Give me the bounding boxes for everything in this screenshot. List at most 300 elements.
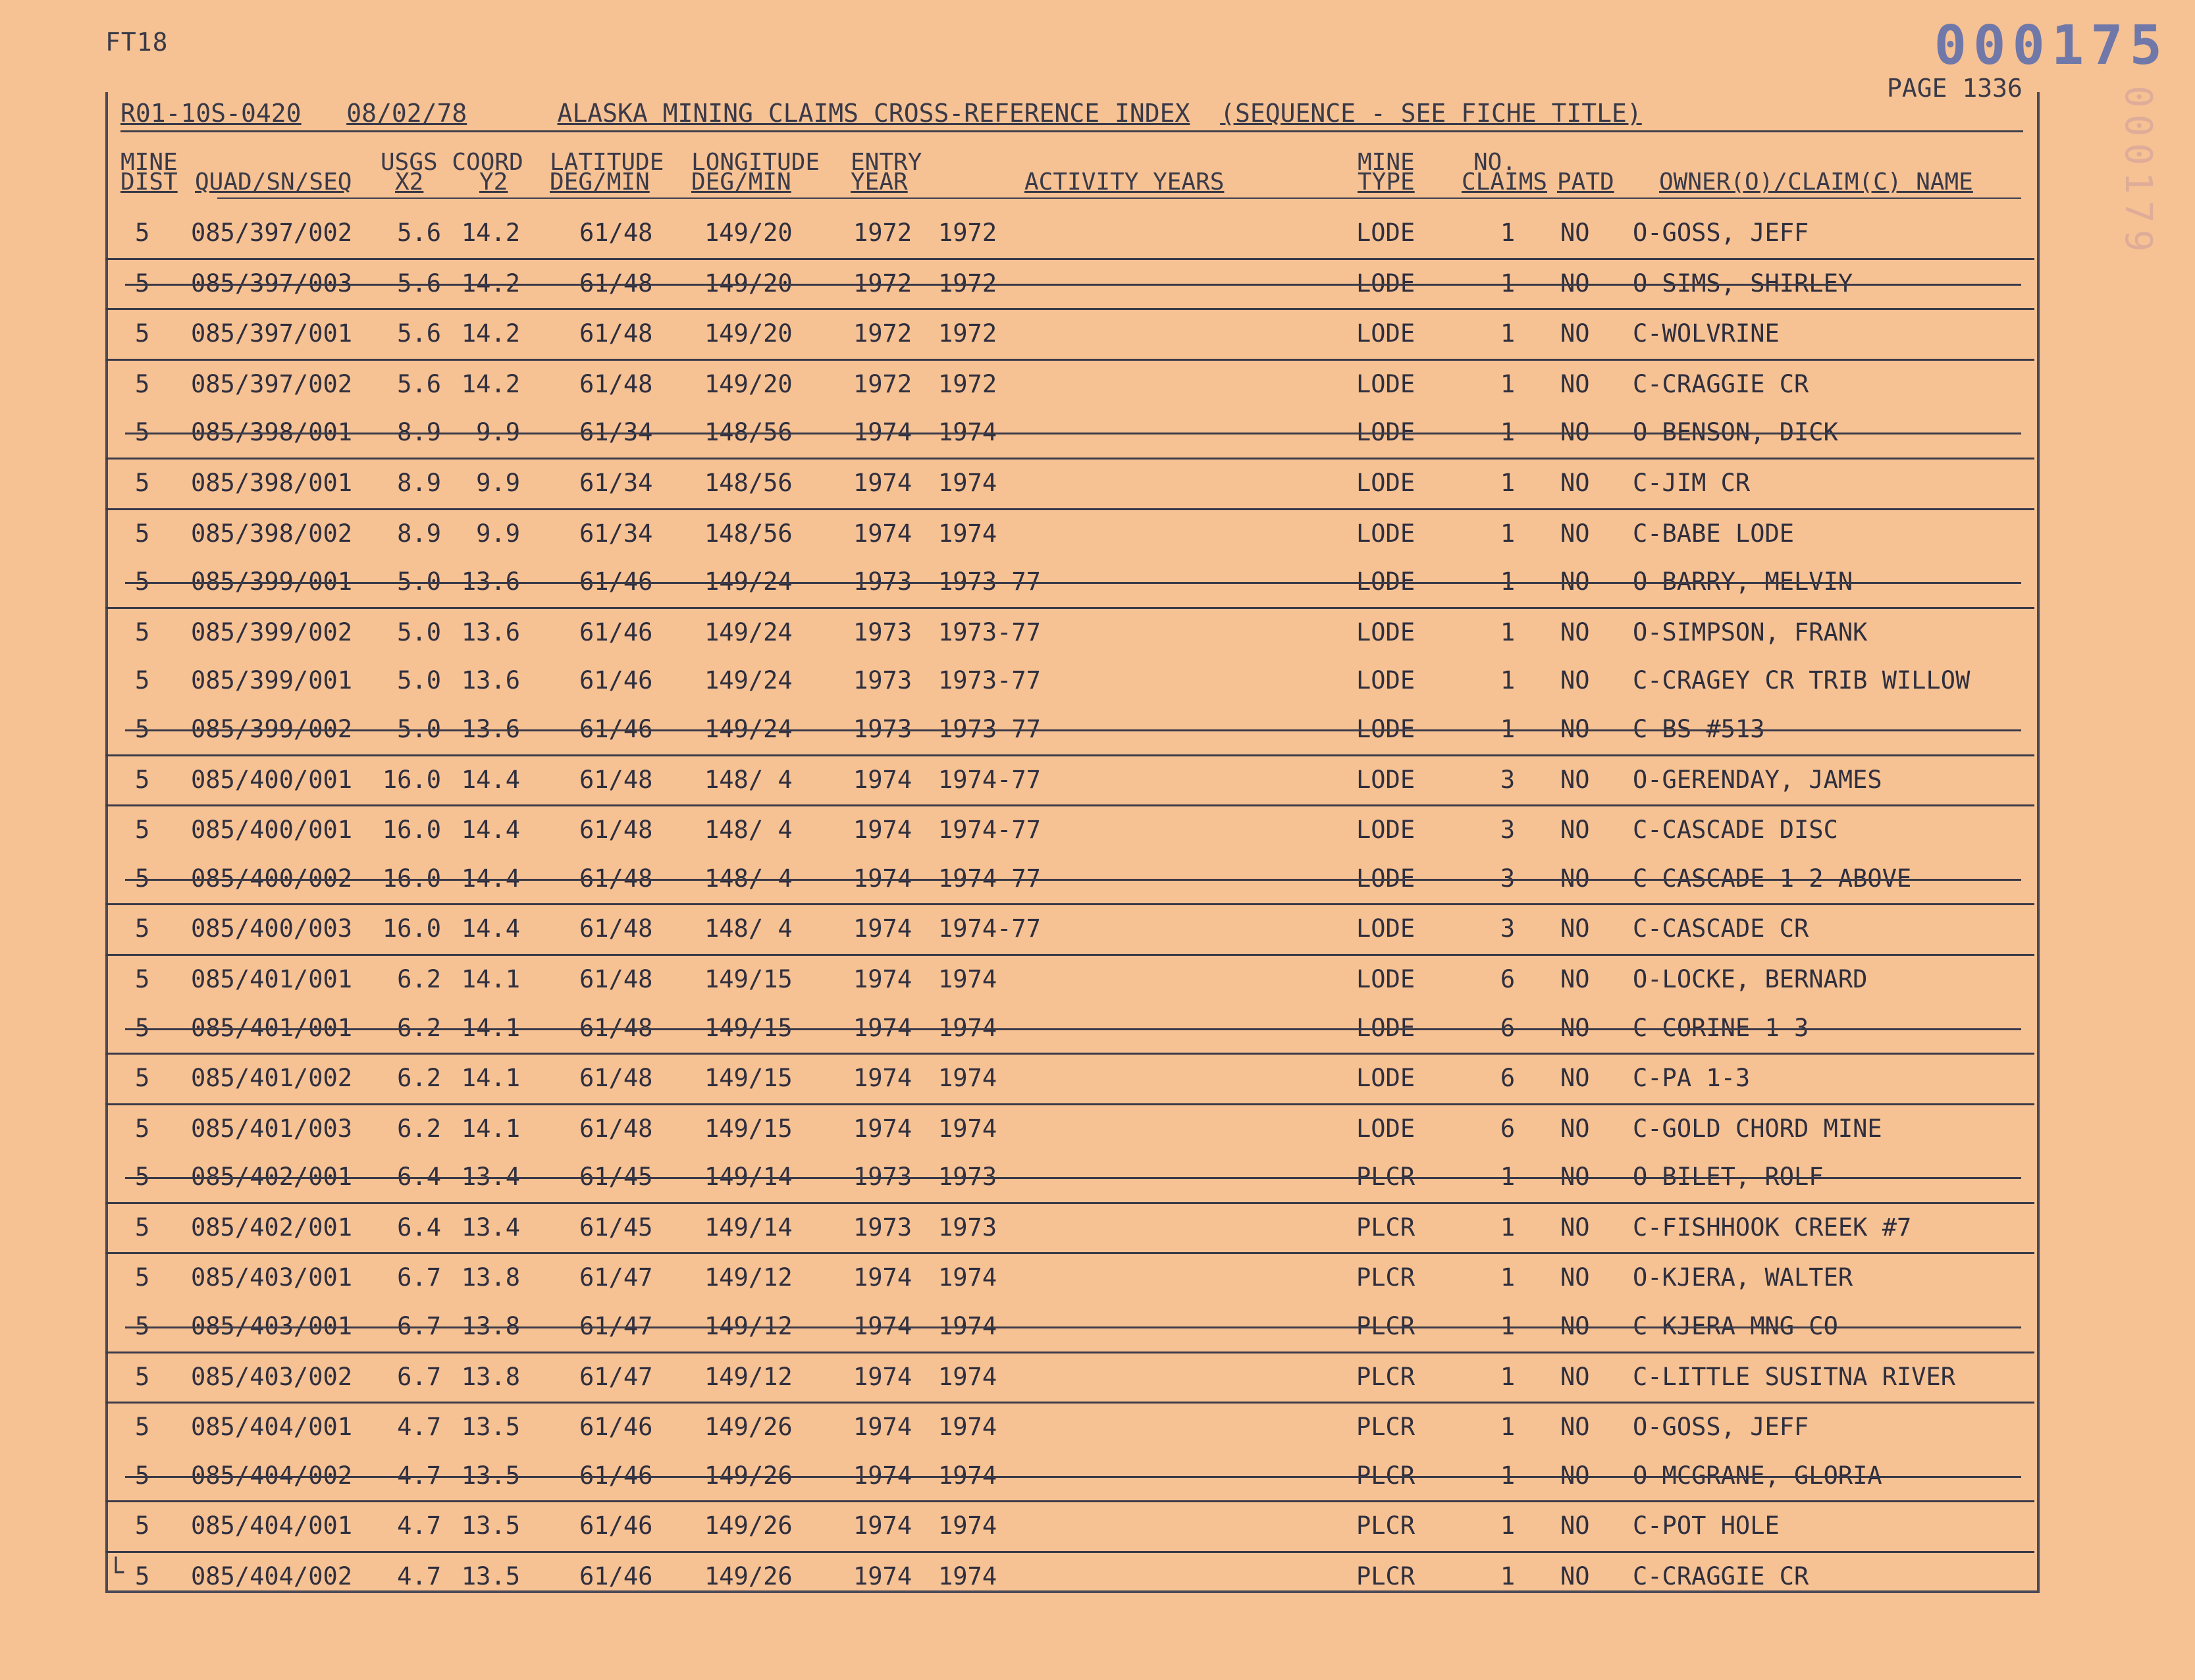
cell-entry-year: 1974	[853, 864, 912, 893]
cell-owner-claim-name: O-SIMS, SHIRLEY	[1633, 269, 1853, 298]
cell-mine-type: PLCR	[1356, 1312, 1415, 1341]
cell-activity-years: 1973	[938, 1213, 997, 1242]
cell-latitude: 61/34	[579, 519, 653, 548]
cell-coord-x2: 8.9	[397, 418, 441, 447]
col-header-y2: Y2	[479, 169, 508, 196]
table-row	[105, 1005, 2034, 1055]
cell-coord-x2: 6.7	[397, 1263, 441, 1292]
cell-no-claims: 1	[1500, 1263, 1516, 1292]
cell-activity-years: 1974	[938, 1562, 997, 1591]
cell-mine-type: LODE	[1356, 816, 1415, 845]
cell-entry-year: 1974	[853, 1263, 912, 1292]
cell-mine-dist: 5	[135, 468, 150, 497]
cell-coord-y2: 9.9	[476, 418, 520, 447]
cell-mine-dist: 5	[135, 567, 150, 596]
cell-longitude: 149/20	[704, 369, 793, 398]
cell-patented: NO	[1560, 914, 1590, 943]
cell-latitude: 61/48	[579, 219, 653, 247]
col-header-claims: NO. CLAIMS	[1462, 149, 1548, 196]
cell-longitude: 149/12	[704, 1362, 793, 1391]
cell-activity-years: 1974-77	[938, 765, 1041, 794]
cell-latitude: 61/34	[579, 468, 653, 497]
cell-coord-x2: 4.7	[397, 1413, 441, 1442]
cell-mine-dist: 5	[135, 1263, 150, 1292]
cell-coord-y2: 13.5	[461, 1562, 520, 1591]
col-header-dist	[120, 149, 178, 196]
cell-entry-year: 1972	[853, 369, 912, 398]
cell-no-claims: 1	[1500, 369, 1516, 398]
cell-quad-sn-seq: 085/399/002	[191, 617, 353, 646]
cell-entry-year: 1974	[853, 418, 912, 447]
cell-mine-type: LODE	[1356, 1064, 1415, 1093]
cell-coord-y2: 13.6	[461, 666, 520, 695]
cell-longitude: 149/24	[704, 666, 793, 695]
table-row	[105, 1204, 2034, 1255]
table-row	[105, 459, 2034, 510]
cell-longitude: 148/ 4	[704, 816, 793, 845]
cell-patented: NO	[1560, 1312, 1590, 1341]
cell-latitude: 61/48	[579, 765, 653, 794]
cell-mine-type: LODE	[1356, 765, 1415, 794]
cell-activity-years: 1974	[938, 964, 997, 993]
cell-latitude: 61/47	[579, 1263, 653, 1292]
table-row	[105, 310, 2034, 361]
cell-mine-type: LODE	[1356, 714, 1415, 743]
cell-patented: NO	[1560, 1413, 1590, 1442]
cell-owner-claim-name: C-CRAGGIE CR	[1633, 1562, 1809, 1591]
cell-coord-x2: 16.0	[382, 864, 441, 893]
cell-activity-years: 1972	[938, 369, 997, 398]
cell-patented: NO	[1560, 864, 1590, 893]
cell-quad-sn-seq: 085/398/002	[191, 519, 353, 548]
cell-entry-year: 1972	[853, 319, 912, 348]
cell-entry-year: 1974	[853, 1114, 912, 1143]
cell-patented: NO	[1560, 816, 1590, 845]
cell-latitude: 61/46	[579, 1413, 653, 1442]
cell-no-claims: 1	[1500, 1413, 1516, 1442]
cell-quad-sn-seq: 085/399/001	[191, 567, 353, 596]
cell-patented: NO	[1560, 964, 1590, 993]
cell-mine-type: LODE	[1356, 269, 1415, 298]
cell-activity-years: 1974-77	[938, 864, 1041, 893]
col-header-usgs: USGS COORD	[381, 149, 523, 176]
cell-coord-y2: 9.9	[476, 468, 520, 497]
cell-coord-y2: 13.4	[461, 1213, 520, 1242]
cell-mine-type: LODE	[1356, 1013, 1415, 1042]
cell-coord-x2: 5.0	[397, 617, 441, 646]
cell-longitude: 149/26	[704, 1562, 793, 1591]
cell-longitude: 148/56	[704, 418, 793, 447]
cell-owner-claim-name: O-SIMPSON, FRANK	[1633, 617, 1868, 646]
cell-owner-claim-name: O-BENSON, DICK	[1633, 418, 1838, 447]
cell-owner-claim-name: C-CASCADE 1-2 ABOVE	[1633, 864, 1912, 893]
cell-no-claims: 1	[1500, 1562, 1516, 1591]
cell-entry-year: 1973	[853, 714, 912, 743]
cell-mine-type: LODE	[1356, 567, 1415, 596]
cell-activity-years: 1973-77	[938, 666, 1041, 695]
cell-longitude: 148/56	[704, 468, 793, 497]
table-row	[105, 209, 2034, 260]
table-row	[105, 855, 2034, 906]
table-row	[105, 657, 2034, 706]
cell-longitude: 149/20	[704, 269, 793, 298]
cell-mine-type: LODE	[1356, 914, 1415, 943]
cell-latitude: 61/46	[579, 714, 653, 743]
cell-latitude: 61/47	[579, 1312, 653, 1341]
cell-coord-x2: 5.0	[397, 567, 441, 596]
cell-mine-dist: 5	[135, 666, 150, 695]
cell-mine-type: LODE	[1356, 864, 1415, 893]
cell-quad-sn-seq: 085/399/002	[191, 714, 353, 743]
cell-entry-year: 1974	[853, 1511, 912, 1540]
cell-mine-dist: 5	[135, 418, 150, 447]
col-header-latitude: LATITUDE DEG/MIN	[550, 149, 664, 196]
table-row	[105, 1404, 2034, 1452]
cell-owner-claim-name: C-POT HOLE	[1633, 1511, 1780, 1540]
cell-latitude: 61/48	[579, 1114, 653, 1143]
col-header-activity: ACTIVITY YEARS	[1024, 169, 1225, 196]
cell-quad-sn-seq: 085/400/001	[191, 765, 353, 794]
cell-patented: NO	[1560, 617, 1590, 646]
cell-mine-type: LODE	[1356, 319, 1415, 348]
cell-quad-sn-seq: 085/403/002	[191, 1362, 353, 1391]
cell-mine-dist: 5	[135, 269, 150, 298]
cell-mine-dist: 5	[135, 617, 150, 646]
cell-owner-claim-name: C-CASCADE DISC	[1633, 816, 1838, 845]
cell-mine-dist: 5	[135, 519, 150, 548]
cell-owner-claim-name: C-GOLD CHORD MINE	[1633, 1114, 1882, 1143]
col-header-dist-2: DIST	[120, 169, 178, 196]
table-row	[105, 806, 2034, 855]
cell-patented: NO	[1560, 1562, 1590, 1591]
cell-no-claims: 3	[1500, 914, 1516, 943]
cell-latitude: 61/48	[579, 319, 653, 348]
cell-mine-dist: 5	[135, 1362, 150, 1391]
cell-longitude: 149/12	[704, 1312, 793, 1341]
cell-quad-sn-seq: 085/397/001	[191, 319, 353, 348]
cell-owner-claim-name: O-BARRY, MELVIN	[1633, 567, 1853, 596]
cell-longitude: 149/26	[704, 1461, 793, 1490]
cell-quad-sn-seq: 085/403/001	[191, 1263, 353, 1292]
cell-activity-years: 1974-77	[938, 816, 1041, 845]
side-stamp: 000179	[2117, 86, 2159, 259]
cell-coord-x2: 6.2	[397, 1114, 441, 1143]
cell-entry-year: 1974	[853, 1312, 912, 1341]
cell-activity-years: 1972	[938, 319, 997, 348]
col-header-patd: PATD	[1557, 169, 1614, 196]
cell-mine-dist: 5	[135, 1413, 150, 1442]
cell-entry-year: 1974	[853, 1413, 912, 1442]
cell-longitude: 149/15	[704, 1013, 793, 1042]
cell-activity-years: 1974	[938, 1312, 997, 1341]
cell-coord-y2: 14.1	[461, 1114, 520, 1143]
cell-longitude: 149/15	[704, 1064, 793, 1093]
cell-coord-y2: 13.8	[461, 1362, 520, 1391]
cell-no-claims: 1	[1500, 418, 1516, 447]
cell-quad-sn-seq: 085/401/001	[191, 964, 353, 993]
cell-mine-dist: 5	[135, 714, 150, 743]
cell-longitude: 149/14	[704, 1213, 793, 1242]
cell-mine-type: LODE	[1356, 418, 1415, 447]
cell-longitude: 148/56	[704, 519, 793, 548]
cell-latitude: 61/48	[579, 369, 653, 398]
cell-quad-sn-seq: 085/398/001	[191, 468, 353, 497]
cell-quad-sn-seq: 085/397/002	[191, 369, 353, 398]
table-row	[105, 1553, 2034, 1602]
cell-coord-x2: 5.0	[397, 714, 441, 743]
cell-entry-year: 1973	[853, 567, 912, 596]
cell-latitude: 61/46	[579, 617, 653, 646]
cell-mine-type: PLCR	[1356, 1362, 1415, 1391]
corner-id: FT18	[105, 28, 169, 57]
cell-mine-type: PLCR	[1356, 1213, 1415, 1242]
cell-coord-x2: 6.7	[397, 1362, 441, 1391]
cell-quad-sn-seq: 085/399/001	[191, 666, 353, 695]
cell-coord-y2: 14.1	[461, 1013, 520, 1042]
cell-entry-year: 1973	[853, 617, 912, 646]
cell-patented: NO	[1560, 468, 1590, 497]
cell-entry-year: 1974	[853, 765, 912, 794]
cell-mine-dist: 5	[135, 1312, 150, 1341]
cell-coord-y2: 13.8	[461, 1263, 520, 1292]
cell-coord-x2: 6.2	[397, 1064, 441, 1093]
cell-longitude: 149/15	[704, 964, 793, 993]
table-row	[105, 956, 2034, 1005]
cell-longitude: 149/14	[704, 1163, 793, 1192]
cell-owner-claim-name: O-KJERA, WALTER	[1633, 1263, 1853, 1292]
cell-patented: NO	[1560, 567, 1590, 596]
cell-no-claims: 1	[1500, 319, 1516, 348]
cell-no-claims: 3	[1500, 765, 1516, 794]
cell-patented: NO	[1560, 319, 1590, 348]
cell-coord-x2: 6.4	[397, 1213, 441, 1242]
cell-mine-type: PLCR	[1356, 1562, 1415, 1591]
cell-coord-y2: 14.2	[461, 219, 520, 247]
cell-mine-type: PLCR	[1356, 1163, 1415, 1192]
cell-no-claims: 1	[1500, 468, 1516, 497]
cell-mine-dist: 5	[135, 964, 150, 993]
cell-coord-x2: 6.2	[397, 964, 441, 993]
cell-coord-y2: 13.6	[461, 714, 520, 743]
cell-entry-year: 1972	[853, 219, 912, 247]
cell-quad-sn-seq: 085/404/002	[191, 1562, 353, 1591]
cell-longitude: 149/15	[704, 1114, 793, 1143]
cell-mine-dist: 5	[135, 914, 150, 943]
cell-coord-y2: 14.1	[461, 964, 520, 993]
cell-no-claims: 1	[1500, 1362, 1516, 1391]
cell-owner-claim-name: O-MCGRANE, GLORIA	[1633, 1461, 1882, 1490]
header-rule	[120, 130, 2023, 132]
cell-owner-claim-name: C-BABE LODE	[1633, 519, 1795, 548]
report-id: R01-10S-0420	[120, 99, 302, 128]
cell-owner-claim-name: C-BS #513	[1633, 714, 1765, 743]
cell-patented: NO	[1560, 418, 1590, 447]
cell-activity-years: 1974	[938, 519, 997, 548]
cell-mine-dist: 5	[135, 1213, 150, 1242]
cell-no-claims: 1	[1500, 269, 1516, 298]
cell-patented: NO	[1560, 219, 1590, 247]
cell-coord-y2: 14.4	[461, 914, 520, 943]
cell-latitude: 61/48	[579, 914, 653, 943]
cell-coord-y2: 13.5	[461, 1413, 520, 1442]
cell-mine-type: LODE	[1356, 666, 1415, 695]
cell-no-claims: 1	[1500, 1213, 1516, 1242]
cell-activity-years: 1974	[938, 1114, 997, 1143]
cell-quad-sn-seq: 085/404/001	[191, 1413, 353, 1442]
cell-longitude: 149/24	[704, 617, 793, 646]
cell-entry-year: 1973	[853, 1163, 912, 1192]
column-header-rule	[217, 197, 2021, 199]
cell-quad-sn-seq: 085/400/002	[191, 864, 353, 893]
cell-coord-y2: 14.2	[461, 319, 520, 348]
cell-no-claims: 1	[1500, 714, 1516, 743]
cell-mine-dist: 5	[135, 816, 150, 845]
cell-coord-x2: 4.7	[397, 1562, 441, 1591]
cell-entry-year: 1974	[853, 468, 912, 497]
cell-latitude: 61/48	[579, 1064, 653, 1093]
cell-latitude: 61/48	[579, 1013, 653, 1042]
cell-owner-claim-name: C-CRAGGIE CR	[1633, 369, 1809, 398]
cell-owner-claim-name: C-FISHHOOK CREEK #7	[1633, 1213, 1912, 1242]
cell-mine-type: LODE	[1356, 964, 1415, 993]
cell-mine-dist: 5	[135, 1562, 150, 1591]
table-row	[105, 1502, 2034, 1553]
cell-longitude: 149/20	[704, 319, 793, 348]
cell-mine-dist: 5	[135, 1511, 150, 1540]
cell-mine-type: PLCR	[1356, 1263, 1415, 1292]
frame-number: 000175	[1934, 14, 2169, 77]
cell-longitude: 149/26	[704, 1511, 793, 1540]
cell-patented: NO	[1560, 765, 1590, 794]
cell-activity-years: 1974	[938, 1362, 997, 1391]
cell-no-claims: 6	[1500, 1013, 1516, 1042]
cell-no-claims: 1	[1500, 219, 1516, 247]
cell-coord-x2: 8.9	[397, 468, 441, 497]
cell-activity-years: 1974	[938, 1511, 997, 1540]
col-header-entry: ENTRY YEAR	[851, 149, 922, 196]
cell-latitude: 61/48	[579, 964, 653, 993]
cell-coord-x2: 6.7	[397, 1312, 441, 1341]
cell-entry-year: 1974	[853, 1461, 912, 1490]
cell-no-claims: 3	[1500, 864, 1516, 893]
cell-quad-sn-seq: 085/404/002	[191, 1461, 353, 1490]
cell-patented: NO	[1560, 1511, 1590, 1540]
cell-patented: NO	[1560, 666, 1590, 695]
cell-quad-sn-seq: 085/398/001	[191, 418, 353, 447]
cell-latitude: 61/46	[579, 1511, 653, 1540]
cell-longitude: 148/ 4	[704, 914, 793, 943]
cell-quad-sn-seq: 085/401/001	[191, 1013, 353, 1042]
col-header-dist-1: MINE	[120, 149, 178, 176]
cell-quad-sn-seq: 085/403/001	[191, 1312, 353, 1341]
cell-coord-x2: 16.0	[382, 816, 441, 845]
table-row	[105, 1153, 2034, 1204]
cell-quad-sn-seq: 085/400/001	[191, 816, 353, 845]
cell-no-claims: 6	[1500, 964, 1516, 993]
cell-no-claims: 1	[1500, 1461, 1516, 1490]
report-header	[120, 99, 1642, 128]
cell-owner-claim-name: C-CRAGEY CR TRIB WILLOW	[1633, 666, 1970, 695]
col-header-type: MINE TYPE	[1358, 149, 1415, 196]
cell-activity-years: 1974	[938, 468, 997, 497]
cell-coord-y2: 13.8	[461, 1312, 520, 1341]
table-row	[105, 1303, 2034, 1353]
cell-owner-claim-name: C-CASCADE CR	[1633, 914, 1809, 943]
cell-no-claims: 6	[1500, 1114, 1516, 1143]
cell-quad-sn-seq: 085/401/003	[191, 1114, 353, 1143]
cell-activity-years: 1974	[938, 1064, 997, 1093]
cell-coord-y2: 14.1	[461, 1064, 520, 1093]
cell-longitude: 149/26	[704, 1413, 793, 1442]
cell-coord-x2: 5.6	[397, 369, 441, 398]
cell-no-claims: 6	[1500, 1064, 1516, 1093]
col-header-longitude: LONGITUDE DEG/MIN	[691, 149, 820, 196]
table-row	[105, 756, 2034, 807]
cell-longitude: 149/24	[704, 714, 793, 743]
cell-owner-claim-name: O-GOSS, JEFF	[1633, 219, 1809, 247]
cell-no-claims: 1	[1500, 1312, 1516, 1341]
cell-patented: NO	[1560, 1013, 1590, 1042]
cell-patented: NO	[1560, 1461, 1590, 1490]
cell-activity-years: 1974-77	[938, 914, 1041, 943]
cell-longitude: 148/ 4	[704, 765, 793, 794]
cell-entry-year: 1973	[853, 1213, 912, 1242]
cell-activity-years: 1974	[938, 1013, 997, 1042]
cell-latitude: 61/46	[579, 567, 653, 596]
page-label: PAGE 1336	[1887, 74, 2023, 103]
cell-latitude: 61/45	[579, 1163, 653, 1192]
cell-patented: NO	[1560, 714, 1590, 743]
table-row	[105, 260, 2034, 311]
cell-quad-sn-seq: 085/401/002	[191, 1064, 353, 1093]
cell-mine-type: LODE	[1356, 1114, 1415, 1143]
table-row	[105, 558, 2034, 609]
cell-activity-years: 1973	[938, 1163, 997, 1192]
cell-patented: NO	[1560, 1362, 1590, 1391]
page-end-mark: └	[108, 1558, 124, 1588]
cell-owner-claim-name: C-WOLVRINE	[1633, 319, 1780, 348]
cell-coord-x2: 4.7	[397, 1461, 441, 1490]
cell-quad-sn-seq: 085/404/001	[191, 1511, 353, 1540]
cell-mine-type: LODE	[1356, 468, 1415, 497]
cell-owner-claim-name: C-LITTLE SUSITNA RIVER	[1633, 1362, 1956, 1391]
cell-owner-claim-name: C-JIM CR	[1633, 468, 1751, 497]
cell-entry-year: 1974	[853, 914, 912, 943]
cell-mine-dist: 5	[135, 219, 150, 247]
cell-coord-x2: 16.0	[382, 914, 441, 943]
cell-patented: NO	[1560, 1213, 1590, 1242]
cell-entry-year: 1973	[853, 666, 912, 695]
cell-coord-x2: 5.6	[397, 219, 441, 247]
cell-no-claims: 1	[1500, 1511, 1516, 1540]
cell-coord-y2: 13.6	[461, 567, 520, 596]
table-row	[105, 1353, 2034, 1404]
cell-quad-sn-seq: 085/397/002	[191, 219, 353, 247]
cell-coord-y2: 13.4	[461, 1163, 520, 1192]
cell-owner-claim-name: C-CORINE 1-3	[1633, 1013, 1809, 1042]
cell-longitude: 149/20	[704, 219, 793, 247]
cell-activity-years: 1974	[938, 1413, 997, 1442]
cell-activity-years: 1972	[938, 269, 997, 298]
cell-quad-sn-seq: 085/402/001	[191, 1163, 353, 1192]
cell-quad-sn-seq: 085/397/003	[191, 269, 353, 298]
cell-latitude: 61/48	[579, 864, 653, 893]
table-row	[105, 361, 2034, 409]
cell-entry-year: 1974	[853, 1064, 912, 1093]
cell-mine-dist: 5	[135, 1163, 150, 1192]
cell-no-claims: 1	[1500, 519, 1516, 548]
cell-activity-years: 1974	[938, 1461, 997, 1490]
